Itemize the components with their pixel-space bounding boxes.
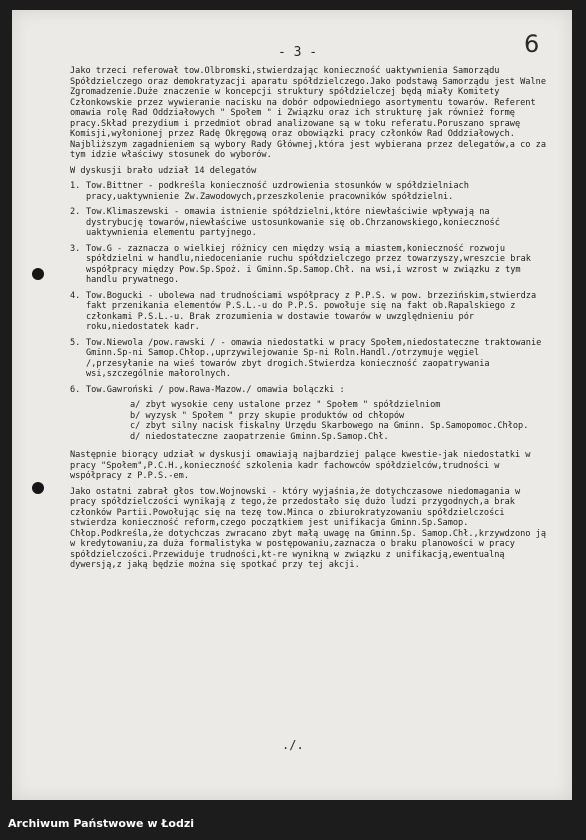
page-number: - 3 -: [278, 45, 318, 60]
item-text: Tow.Gawroński / pow.Rawa-Mazow./ omawia bolączki :: [86, 384, 345, 395]
continuation-mark: ./.: [282, 738, 304, 752]
item-text: Tow.Bittner - podkreśla konieczność uzdrowienia stosunków w spółdzielniach pracy,uaktywnienie Zw.Zawodowych,przeszkolenie pracowników spółdzielni.: [86, 181, 469, 202]
item-number: 4.: [70, 290, 81, 301]
item-number: 2.: [70, 207, 81, 217]
item-text: Tow.G - zaznacza o wielkiej różnicy cen między wsią a miastem,konieczność rozwoju spółdzielni w handlu,niedocenianie ruchu spółdzielczego przez towarzyszy,wreszcie brak współpracy między Pow.Sp.Spoż. i Gminn.Sp.Samop.Chł. na wsi,i wzrost w związku z tym handlu prywatnego.: [86, 243, 531, 285]
list-item: [70, 291, 546, 333]
sub-item: d/ niedostateczne zaopatrzenie Gminn.Sp.Samop.Chł.: [130, 431, 389, 442]
sub-item: c/ zbyt silny nacisk fiskalny Urzędu Skarbowego na Gminn. Sp.Samopomoc.Chłop.: [130, 421, 529, 431]
item-text: Tow.Niewola /pow.rawski / - omawia niedostatki w pracy Społem,niedostateczne traktowanie Gminn.Sp-ni Samop.Chłop.,uprzywilejowanie Sp-ni Roln.Handl./otrzymuje węgiel /,przesyłanie na wieś towarów zbyt drogich.Stwierdza konieczność zaopatrywania wsi,szczególnie małorolnych.: [86, 337, 542, 379]
sub-item: b/ wyzysk " Społem " przy skupie produktów od chłopów: [130, 410, 405, 421]
item-number: 6.: [70, 384, 81, 395]
next-paragraph: Następnie biorący udział w dyskusji omawiają najbardziej palące kwestie-jak niedostatki w pracy "Społem",P.C.H.,konieczność szkolenia kadr fachowców spółdzielców,trudności w współpracy z P.P.S.-em.: [70, 450, 531, 481]
closing-paragraph: Jako ostatni zabrał głos tow.Wojnowski - który wyjaśnia,że dotychczasowe niedomagania w pracy spółdzielczości wynikają z tego,że przedostało się dużo ludzi przygodnych,a brak członków Partii.Powołując się na tezę tow.Minca o zbiurokratyzowaniu spółdzielczości stwierdza konieczność reform,czego początkiem jest unifikacja Gminn.Sp.Samop. Chłop.Podkreśla,że dotychczas zwracano zbyt małą uwagę na Gminn.Sp. Samop.Chł.,krzywdzono ją w kredytowaniu,za duża formalistyka w postępowaniu,zaznacza o braku planowości w pracy spółdzielczości.Przewiduje trudności,kt-re wynikną w związku z unifikacją,ewentualną dywersją,z jaką będzie można się spotkać przy tej akcji.: [70, 486, 546, 570]
list-item: [70, 385, 546, 396]
punch-hole: [32, 482, 44, 494]
sub-item: a/ zbyt wysokie ceny ustalone przez " Społem " spółdzielniom: [130, 400, 441, 410]
item-number: 1.: [70, 181, 81, 191]
document-body: [70, 66, 546, 576]
intro-paragraph: Jako trzeci referował tow.Olbromski,stwierdzając konieczność uaktywnienia Samorządu Spółdzielczego oraz demokratyzacji aparatu spółdzielczego.Jako podstawą Samorządu jest Walne Zgromadzenie.Duże znaczenie w koncepcji struktury spółdzielczej będą miały Komitety Członkowskie przez wywieranie nacisku na dobór odpowiedniego asortymentu towarów. Referent omawia rolę Rad Oddziałowych " Społem " i Związku oraz ich strukturę jak również formę pracy.Skład prezydium i przedmiot obrad analizowane są w toku referatu.Poruszano sprawę Komisji,wyłonionej przez Radę Okręgową oraz obowiązki pracy członków Rad Oddziałowych. Najbliższym zagadnieniem są wybory Rady Głównej,która jest wybierana przez delegatów,a co za tym idzie właściwy stosunek do wyborów.: [70, 66, 546, 160]
item-text: Tow.Bogucki - ubolewa nad trudnościami współpracy z P.P.S. w pow. brzezińskim,stwierdza fakt przenikania elementów P.S.L.-u do P.P.S. powołuje się na fakt ob.Rapalskiego z członkami P.S.L.-u. Brak zrozumienia w dostawie towarów w uwzględnieniu pór roku,niedostatek kadr.: [86, 290, 537, 332]
list-item: [70, 207, 546, 239]
item-number: 5.: [70, 337, 81, 348]
archive-footer: Archiwum Państwowe w Łodzi: [0, 808, 586, 840]
item-text: Tow.Klimaszewski - omawia istnienie spółdzielni,które niewłaściwie wpływają na dystrybucję towarów,niewłaściwe ustosunkowanie się ob.Chrzanowskiego,konieczność uaktywnienia elementu partyjnego.: [86, 207, 500, 238]
list-item: [70, 181, 546, 202]
handwritten-page-mark: 6: [524, 30, 540, 58]
punch-hole: [32, 268, 44, 280]
item-number: 3.: [70, 243, 81, 254]
discussion-intro: W dyskusji brało udział 14 delegatów: [70, 165, 257, 176]
sub-list: [130, 400, 546, 442]
list-item: [70, 338, 546, 380]
list-item: [70, 244, 546, 286]
